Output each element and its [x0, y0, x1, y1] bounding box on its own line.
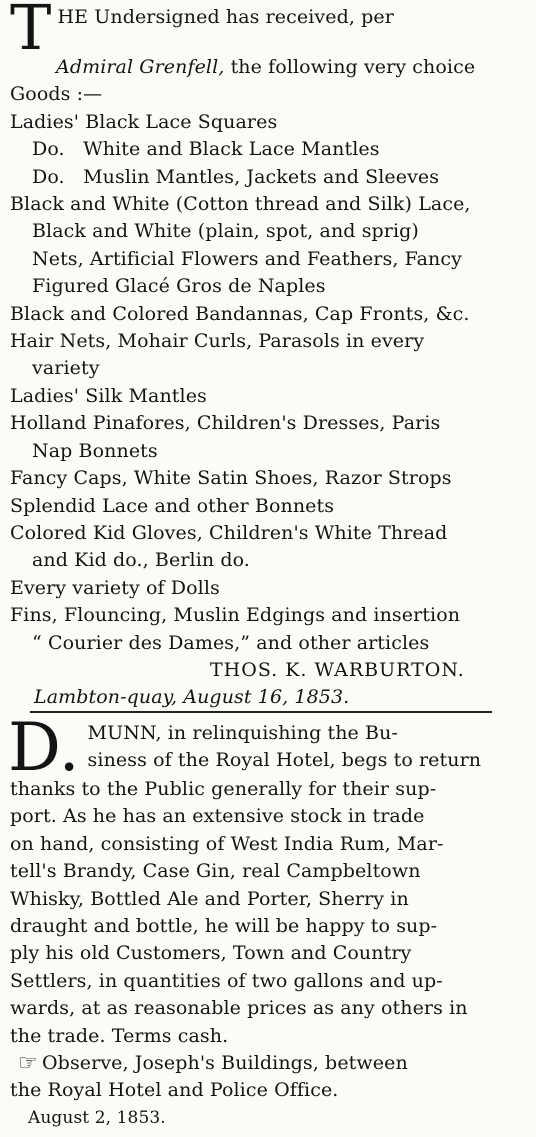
list-item: Fins, Flouncing, Muslin Edgings and insertion	[10, 604, 461, 627]
list-item: Do. White and Black Lace Mantles	[32, 138, 380, 161]
list-item: Hair Nets, Mohair Curls, Parasols in every	[10, 330, 425, 353]
list-item-continued: “ Courier des Dames,” and other articles	[32, 631, 430, 654]
text-line: draught and bottle, he will be happy to sup-	[10, 915, 438, 938]
list-item-continued: Black and White (plain, spot, and sprig)	[32, 220, 419, 243]
list-item: Splendid Lace and other Bonnets	[10, 494, 335, 517]
list-item: Every variety of Dolls	[10, 576, 220, 599]
list-item: Ladies' Black Lace Squares	[10, 110, 278, 133]
text-line: siness of the Royal Hotel, begs to return	[87, 749, 482, 772]
observe-line	[10, 1050, 530, 1077]
merchant-signature: THOS. K. WARBURTON.	[210, 658, 465, 681]
text-line: thanks to the Public generally for their sup-	[10, 778, 437, 800]
drop-cap-d: D.	[8, 709, 80, 786]
list-item-continued: Nap Bonnets	[32, 439, 158, 462]
list-item: Colored Kid Gloves, Children's White Thread	[10, 521, 448, 544]
list-item-continued: Figured Glacé Gros de Naples	[32, 275, 326, 298]
text-line: wards, at as reasonable prices as any others in	[10, 997, 468, 1020]
ship-name: Admiral Grenfell,	[56, 56, 225, 78]
text-line: Settlers, in quantities of two gallons and up-	[10, 969, 443, 992]
text-line: on hand, consisting of West India Rum, Mar-	[10, 832, 444, 855]
list-item: Black and Colored Bandannas, Cap Fronts, &c.	[10, 302, 470, 325]
text-line: the trade. Terms cash.	[10, 1024, 229, 1047]
text-line: Whisky, Bottled Ale and Porter, Sherry in	[10, 887, 409, 910]
list-item: Holland Pinafores, Children's Dresses, Paris	[10, 412, 441, 435]
advertisement-warburton	[10, 0, 530, 712]
column-divider-rule	[30, 711, 492, 713]
headline-line	[10, 0, 530, 64]
text-line: ply his old Customers, Town and Country	[10, 942, 412, 965]
dateline: August 2, 1853.	[28, 1107, 166, 1128]
drop-cap-t: T	[10, 0, 52, 64]
list-item-continued: Nets, Artificial Flowers and Feathers, Fancy	[32, 247, 462, 270]
list-item-continued: and Kid do., Berlin do.	[32, 549, 250, 572]
list-item: Black and White (Cotton thread and Silk) Lace,	[10, 193, 471, 216]
list-item: Ladies' Silk Mantles	[10, 384, 207, 407]
dateline: Lambton-quay, August 16, 1853.	[34, 686, 350, 709]
text-line: HE Undersigned has received, per	[57, 6, 394, 28]
advertisement-munn	[8, 709, 530, 1132]
text-line: port. As he has an extensive stock in trade	[10, 805, 425, 828]
list-item-continued: variety	[32, 357, 100, 380]
text-line	[10, 54, 530, 81]
list-item: Fancy Caps, White Satin Shoes, Razor Strops	[10, 467, 452, 490]
text-fragment: Observe, Joseph's Buildings, between	[42, 1052, 408, 1075]
text-fragment: the following very choice	[230, 56, 476, 78]
list-item: Do. Muslin Mantles, Jackets and Sleeves	[32, 165, 440, 188]
text-line: tell's Brandy, Case Gin, real Campbeltown	[10, 860, 421, 883]
pointing-hand-icon: ☞	[18, 1051, 38, 1077]
text-line: the Royal Hotel and Police Office.	[10, 1079, 339, 1102]
text-line: MUNN, in relinquishing the Bu-	[87, 722, 398, 744]
text-line: Goods :—	[10, 83, 103, 106]
